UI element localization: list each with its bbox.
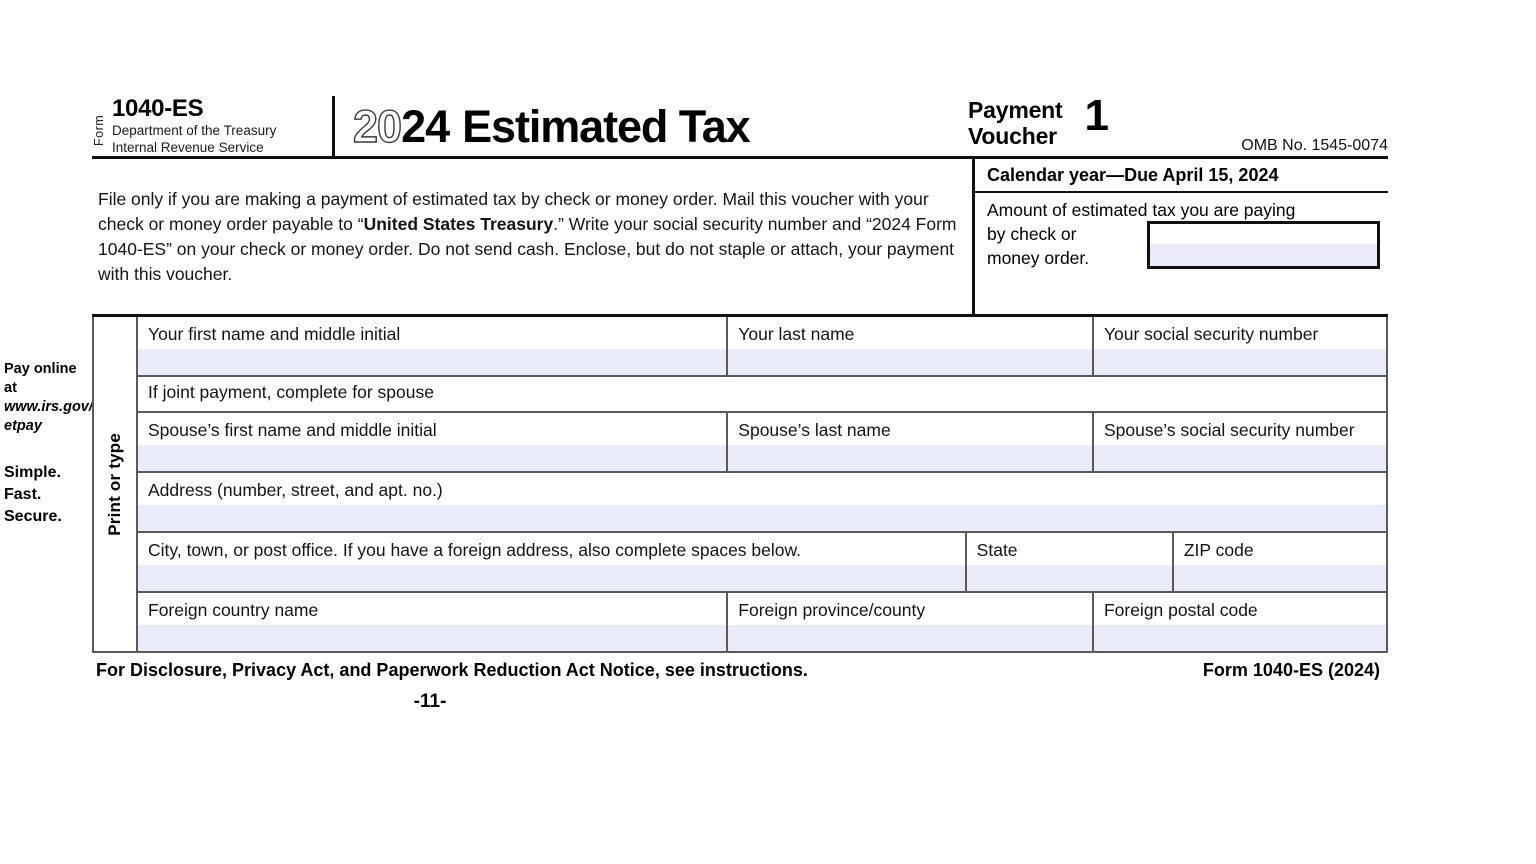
due-date-line: Calendar year—Due April 15, 2024 bbox=[975, 159, 1388, 193]
joint-payment-notice bbox=[138, 377, 1386, 411]
agency-line-2: Internal Revenue Service bbox=[112, 139, 264, 155]
promo-simple: Simple. bbox=[4, 464, 61, 481]
form-word-label: Form bbox=[92, 114, 106, 146]
omb-number: OMB No. 1545-0074 bbox=[1241, 137, 1388, 154]
label-address: Address (number, street, and apt. no.) bbox=[148, 480, 443, 500]
label-zip: ZIP code bbox=[1183, 540, 1254, 560]
label-foreign-postal: Foreign postal code bbox=[1103, 600, 1258, 620]
field-spouse-last-name[interactable] bbox=[728, 413, 1094, 471]
table-row bbox=[138, 473, 1386, 533]
mailing-instructions bbox=[92, 159, 972, 314]
agency-line-1: Department of the Treasury bbox=[112, 123, 277, 138]
field-your-first-name[interactable] bbox=[138, 317, 728, 375]
label-your-first-name: Your first name and middle initial bbox=[148, 324, 401, 344]
field-foreign-country[interactable] bbox=[138, 593, 728, 651]
instructions-part-1: File only if you are making a payment of estimated tax by check or money order. Mail this voucher with your check or money order payable to “ bbox=[98, 188, 929, 234]
voucher-header bbox=[92, 91, 1388, 159]
pay-online-url-line1: www.irs.gov/ bbox=[4, 399, 93, 415]
instructions-part-2: .” Write your social security number and “2024 Form 1040-ES” on your check or money order. Do not send cash. Enclose, but do not staple or attach, your payment with this voucher. bbox=[98, 213, 957, 284]
label-your-last-name: Your last name bbox=[738, 324, 855, 344]
field-your-last-name[interactable] bbox=[728, 317, 1094, 375]
payment-voucher-label-2: Voucher bbox=[968, 123, 1057, 149]
table-row bbox=[138, 593, 1386, 651]
field-spouse-first-name[interactable] bbox=[138, 413, 728, 471]
payee-name: United States Treasury bbox=[363, 213, 554, 234]
field-spouse-ssn[interactable] bbox=[1094, 413, 1386, 471]
disclosure-notice: For Disclosure, Privacy Act, and Paperwork Reduction Act Notice, see instructions. bbox=[96, 660, 808, 680]
table-row bbox=[138, 317, 1386, 377]
pay-online-note bbox=[4, 360, 93, 528]
label-spouse-ssn: Spouse’s social security number bbox=[1103, 420, 1355, 440]
amount-section bbox=[972, 159, 1388, 314]
form-title-block bbox=[335, 96, 968, 156]
table-row bbox=[138, 413, 1386, 473]
field-rows bbox=[138, 317, 1386, 651]
print-or-type-text: Print or type bbox=[105, 432, 124, 536]
page-number: -11- bbox=[413, 691, 447, 712]
label-foreign-province: Foreign province/county bbox=[738, 600, 926, 620]
label-foreign-country: Foreign country name bbox=[148, 600, 319, 620]
form-number: 1040-ES bbox=[112, 95, 204, 122]
field-state[interactable] bbox=[967, 533, 1174, 591]
instructions-row bbox=[92, 159, 1388, 317]
year-prefix-outline: 20 bbox=[353, 100, 402, 152]
amount-label-line-2: by check or bbox=[987, 224, 1077, 244]
label-your-ssn: Your social security number bbox=[1103, 324, 1319, 344]
payment-voucher-label-1: Payment bbox=[968, 97, 1063, 123]
pay-online-url-line2: etpay bbox=[4, 418, 42, 434]
field-foreign-postal[interactable] bbox=[1094, 593, 1386, 651]
table-row bbox=[138, 377, 1386, 413]
payment-voucher bbox=[92, 91, 1388, 713]
field-address[interactable] bbox=[138, 473, 1386, 531]
form-reference: Form 1040-ES (2024) bbox=[1202, 660, 1380, 680]
year-suffix-solid: 24 bbox=[401, 100, 450, 152]
field-foreign-province[interactable] bbox=[728, 593, 1094, 651]
print-or-type-label bbox=[94, 317, 138, 651]
amount-input-box[interactable] bbox=[1147, 221, 1380, 269]
field-zip[interactable] bbox=[1174, 533, 1386, 591]
payment-voucher-block bbox=[968, 91, 1388, 156]
pay-online-line1: Pay online at bbox=[4, 361, 77, 396]
promo-secure: Secure. bbox=[4, 508, 62, 525]
promo-fast: Fast. bbox=[4, 486, 42, 503]
voucher-footer bbox=[92, 660, 1388, 681]
label-spouse-last-name: Spouse’s last name bbox=[738, 420, 891, 440]
label-joint-notice: If joint payment, complete for spouse bbox=[148, 382, 434, 402]
taxpayer-info-table bbox=[92, 317, 1388, 653]
label-spouse-first-name: Spouse’s first name and middle initial bbox=[148, 420, 437, 440]
amount-label-line-3: money order. bbox=[987, 248, 1090, 268]
instructions-paragraph bbox=[98, 187, 958, 287]
amount-entry-section bbox=[975, 193, 1388, 314]
amount-label-line-1: Amount of estimated tax you are paying bbox=[987, 200, 1296, 220]
table-row bbox=[138, 533, 1386, 593]
label-city: City, town, or post office. If you have a foreign address, also complete spaces below. bbox=[148, 540, 802, 560]
page-title: Estimated Tax bbox=[462, 100, 750, 152]
field-your-ssn[interactable] bbox=[1094, 317, 1386, 375]
field-city[interactable] bbox=[138, 533, 967, 591]
voucher-number: 1 bbox=[1084, 91, 1109, 140]
label-state: State bbox=[976, 540, 1018, 560]
form-identity-block bbox=[92, 96, 335, 156]
